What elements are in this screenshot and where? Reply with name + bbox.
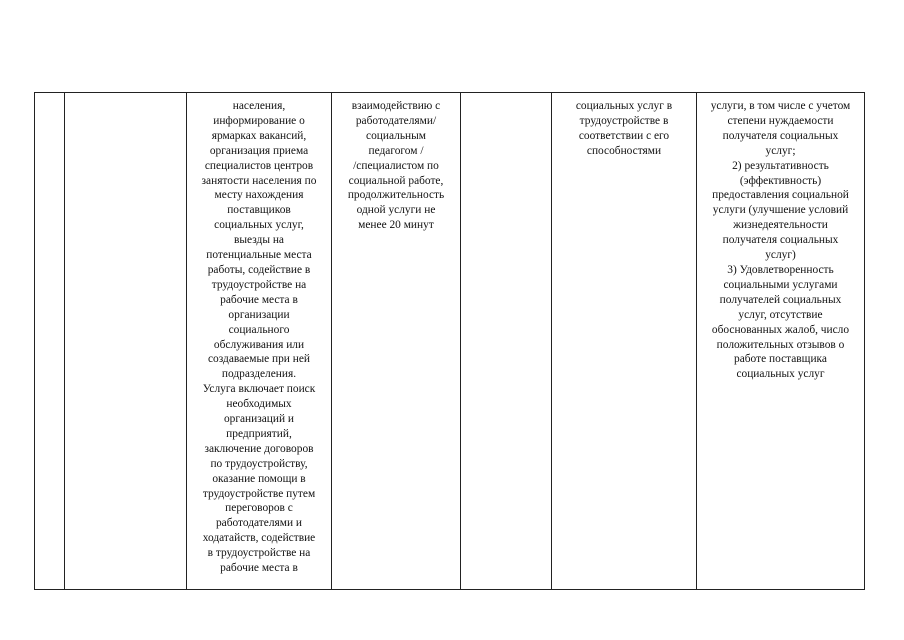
table-cell-norms: [461, 93, 552, 590]
table-cell-quality-indicators: [697, 93, 865, 590]
service-conditions-text: социальных услуг в трудоустройстве в соответствии с его способностями: [575, 100, 673, 157]
table-row: [35, 93, 865, 590]
table-cell-service-description: [187, 93, 332, 590]
table-cell-service-term: [332, 93, 461, 590]
service-term-text: взаимодействию с работодателями/ социальным педагогом / /специалистом по социальной работе, продолжительность одной услуги не менее 20 минут: [347, 100, 445, 232]
service-standards-table: [34, 92, 865, 590]
table-cell-conditions: [552, 93, 697, 590]
table-cell-service-name: [65, 93, 187, 590]
quality-indicators-text: услуги, в том числе с учетом степени нуждаемости получателя социальных услуг; 2) результативность (эффективность) предоставления социальной услуги (улучшение условий жизнедеятельности получателя социальных услуг) 3) Удовлетворенность социальными услугами получателей социальных услуг, отсутствие обоснованных жалоб, число положительных отзывов о работе поставщика социальных услуг: [710, 100, 851, 381]
table-cell-number: [35, 93, 65, 590]
service-description-text: населения, информирование о ярмарках вакансий, организация приема специалистов центров занятости населения по месту нахождения поставщиков социальных услуг, выезды на потенциальные места работы, содействие в трудоустройстве на рабочие места в организации социального обслуживания или создаваемые при ней подразделения. Услуга включает поиск необходимых организаций и предприятий, заключение договоров по трудоустройству, оказание помощи в трудоустройстве путем переговоров с работодателями и ходатайств, содействие в трудоустройстве на рабочие места в: [201, 100, 317, 575]
